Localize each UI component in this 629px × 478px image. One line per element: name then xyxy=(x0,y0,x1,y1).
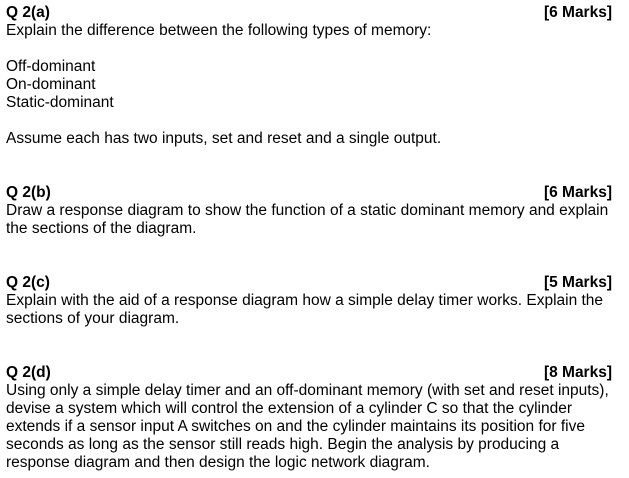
question-marks: [6 Marks] xyxy=(543,184,612,201)
list-item: On-dominant xyxy=(6,76,96,93)
question-marks: [5 Marks] xyxy=(543,274,612,291)
question-header xyxy=(6,274,612,292)
question-2b xyxy=(6,184,612,238)
question-2c xyxy=(6,274,612,328)
question-label: Q 2(d) xyxy=(6,364,51,381)
memory-type-list xyxy=(6,58,612,112)
question-header xyxy=(6,184,612,202)
question-label: Q 2(a) xyxy=(6,4,50,21)
question-note: Assume each has two inputs, set and reset and a single output. xyxy=(6,130,442,147)
question-2d xyxy=(6,364,612,472)
question-header xyxy=(6,4,612,22)
list-item: Static-dominant xyxy=(6,94,114,111)
question-2a xyxy=(6,4,612,148)
question-header xyxy=(6,364,612,382)
question-label: Q 2(c) xyxy=(6,274,50,291)
question-label: Q 2(b) xyxy=(6,184,51,201)
question-intro: Explain the difference between the following types of memory: xyxy=(6,22,432,39)
question-text: Using only a simple delay timer and an off-dominant memory (with set and reset inputs), devise a system which will control the extension of a cylinder C so that the cylinder extends if a sensor input A switches on and the cylinder maintains its position for five seconds as long as the sensor still reads high. Begin the analysis by producing a response diagram and then design the logic network diagram. xyxy=(6,382,609,471)
question-marks: [6 Marks] xyxy=(543,4,612,21)
question-text: Explain with the aid of a response diagram how a simple delay timer works. Explain the sections of your diagram. xyxy=(6,292,604,327)
question-marks: [8 Marks] xyxy=(543,364,612,381)
question-text: Draw a response diagram to show the function of a static dominant memory and explain the sections of the diagram. xyxy=(6,202,609,237)
list-item: Off-dominant xyxy=(6,58,96,75)
